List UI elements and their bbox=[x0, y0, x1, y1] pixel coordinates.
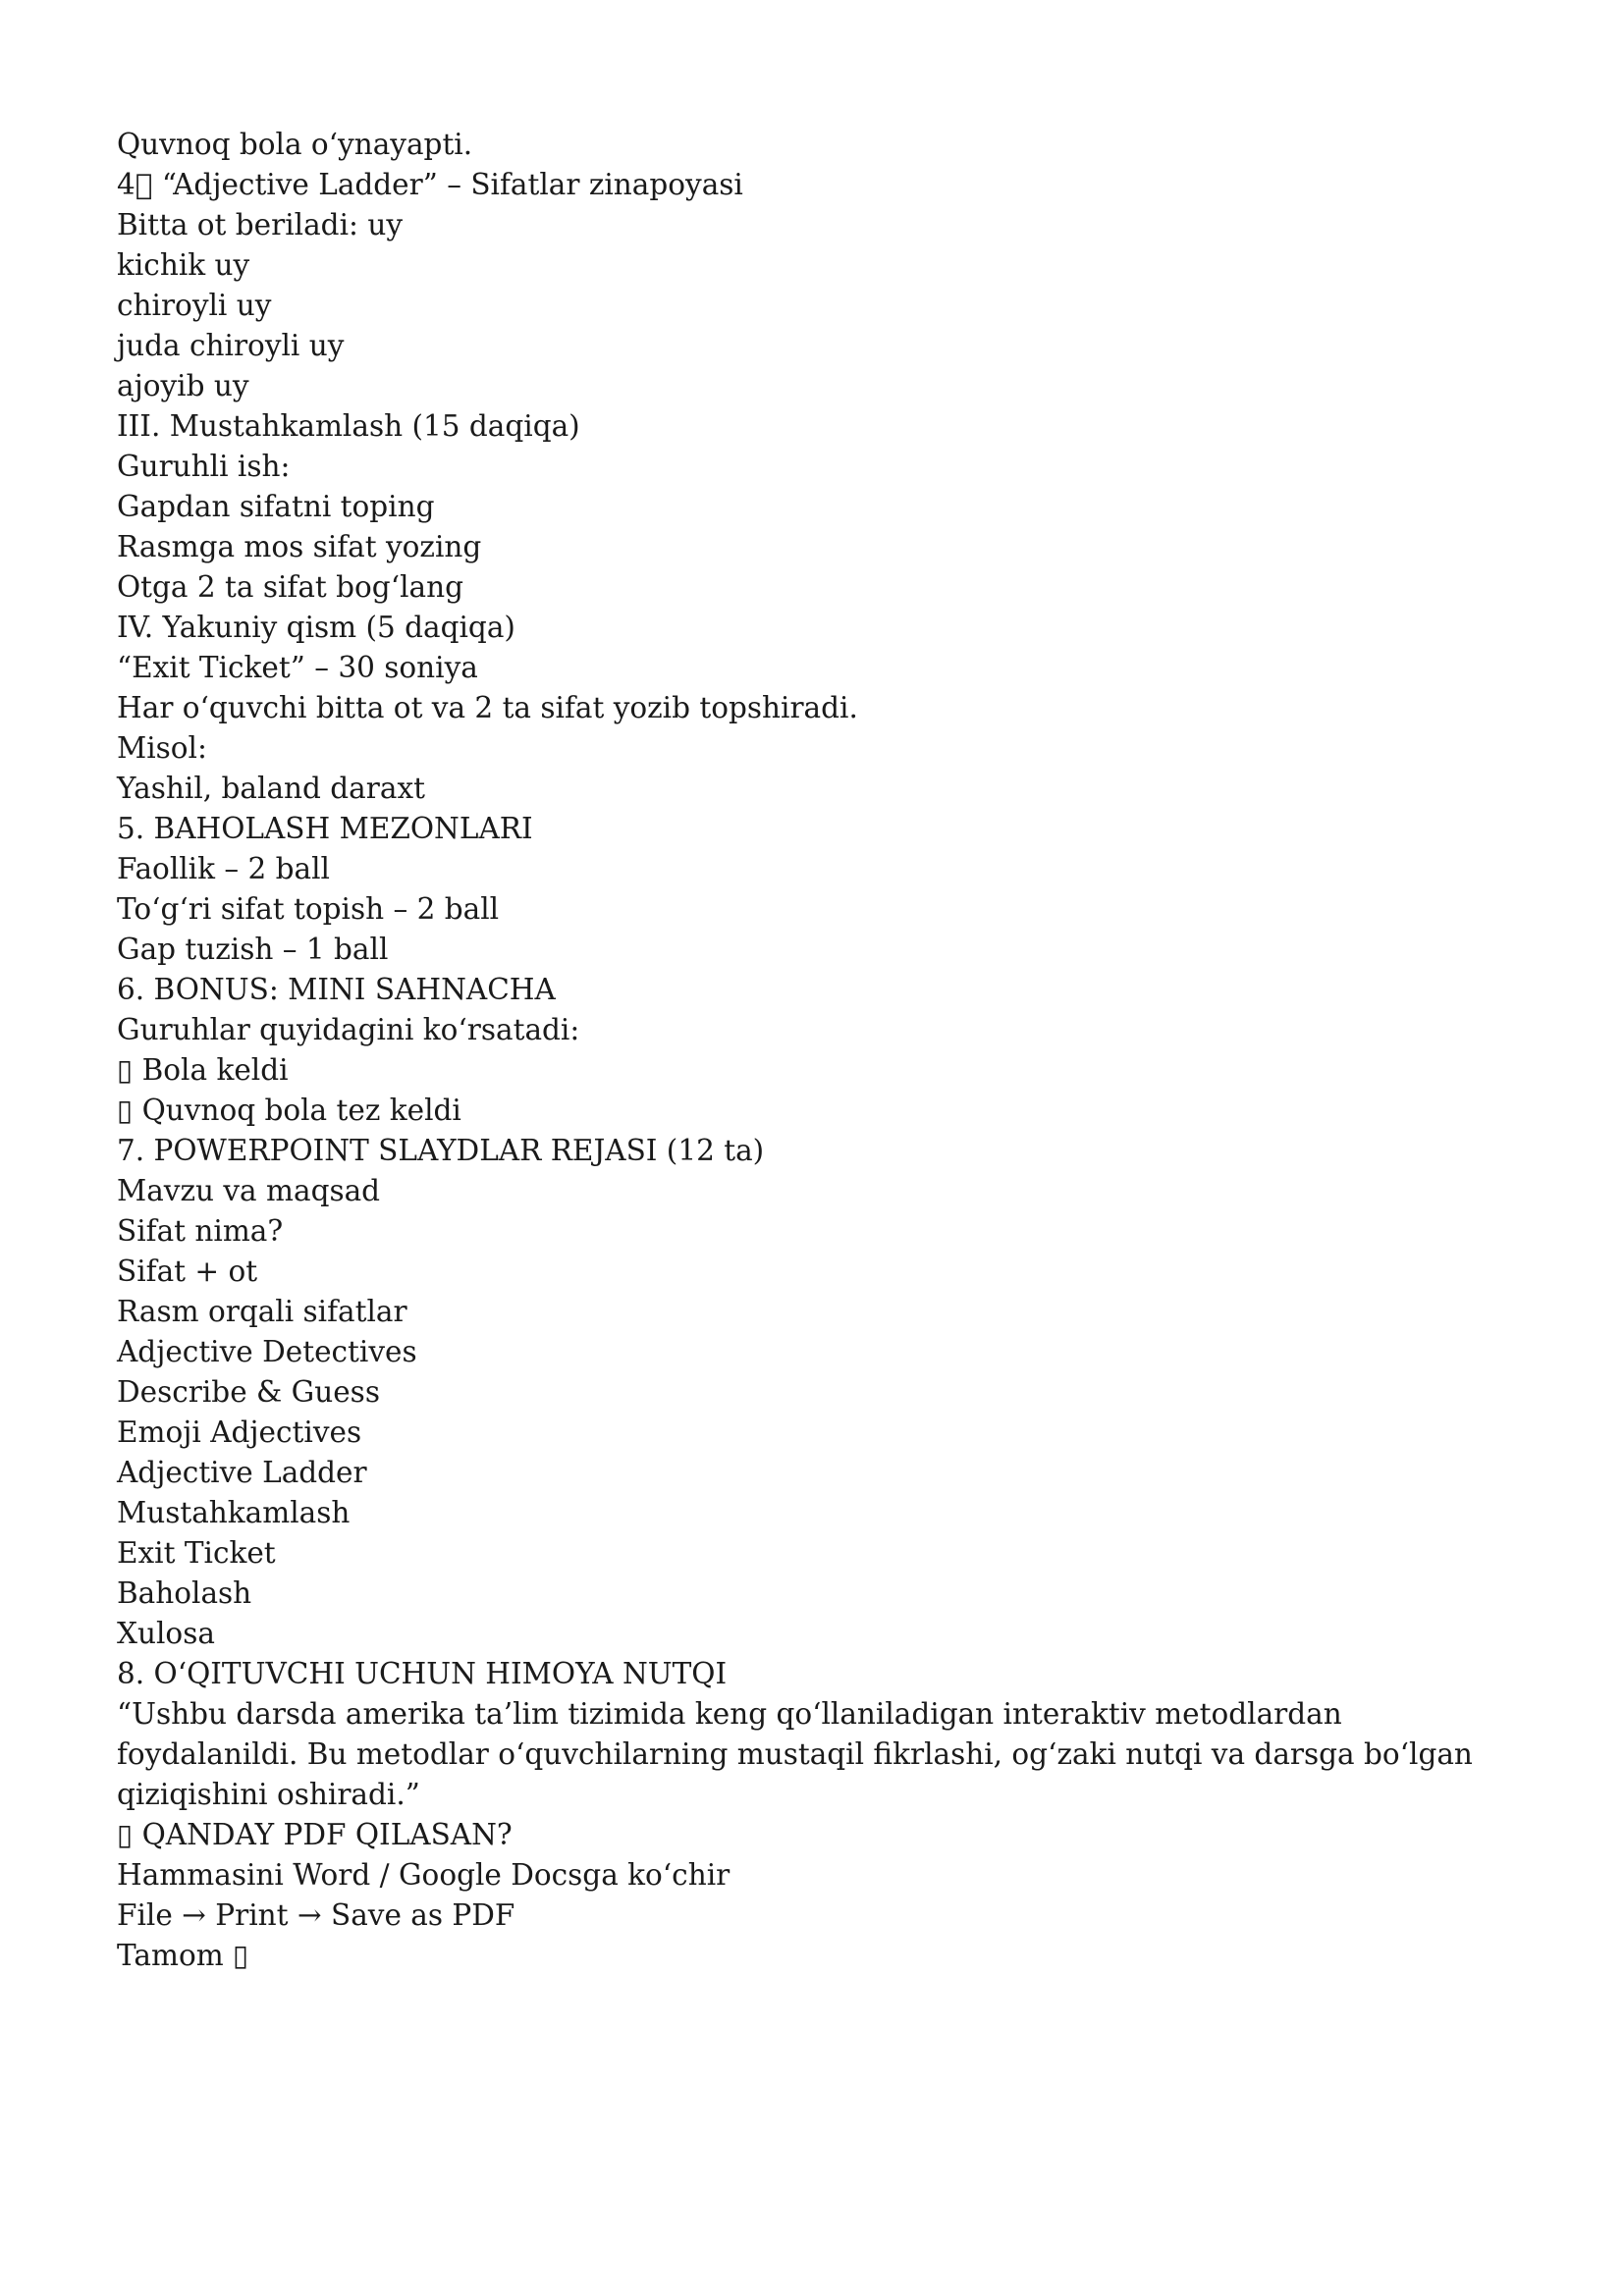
slide-list-item: Mavzu va maqsad bbox=[117, 1174, 381, 1207]
section-heading: 8. OʻQITUVCHI UCHUN HIMOYA NUTQI bbox=[117, 1657, 728, 1690]
text-line: Gap tuzish – 1 ball bbox=[117, 933, 389, 966]
slide-list-item: Adjective Ladder bbox=[117, 1456, 367, 1489]
text-line: chiroyli uy bbox=[117, 289, 272, 322]
text-line: Har oʻquvchi bitta ot va 2 ta sifat yozib topshiradi. bbox=[117, 691, 858, 724]
text-line: Bitta ot beriladi: uy bbox=[117, 208, 403, 241]
slide-list-item: Describe & Guess bbox=[117, 1375, 380, 1409]
activity-heading: 4⃣ “Adjective Ladder” – Sifatlar zinapoyasi bbox=[117, 168, 743, 201]
slide-list-item: Sifat nima? bbox=[117, 1214, 284, 1248]
slide-list-item: Sifat + ot bbox=[117, 1255, 258, 1288]
text-line: ajoyib uy bbox=[117, 369, 249, 402]
slide-list-item: Mustahkamlash bbox=[117, 1496, 351, 1529]
slide-list-item: Rasm orqali sifatlar bbox=[117, 1295, 407, 1328]
document-page bbox=[117, 125, 1511, 1976]
text-line: Rasmga mos sifat yozing bbox=[117, 530, 482, 563]
text-line: Otga 2 ta sifat bogʻlang bbox=[117, 570, 463, 604]
text-line: File → Print → Save as PDF bbox=[117, 1898, 515, 1932]
text-line: Guruhlar quyidagini koʻrsatadi: bbox=[117, 1013, 580, 1046]
section-heading: IV. Yakuniy qism (5 daqiqa) bbox=[117, 611, 515, 644]
slide-list-item: Emoji Adjectives bbox=[117, 1415, 362, 1449]
text-line: Tamom ▯ bbox=[117, 1939, 249, 1972]
text-line: ▯ Quvnoq bola tez keldi bbox=[117, 1094, 461, 1127]
section-heading: III. Mustahkamlash (15 daqiqa) bbox=[117, 409, 580, 443]
pdf-heading: ▯ QANDAY PDF QILASAN? bbox=[117, 1818, 513, 1851]
slide-list-item: Baholash bbox=[117, 1576, 252, 1610]
slide-list-item: Adjective Detectives bbox=[117, 1335, 417, 1368]
text-line: Gapdan sifatni toping bbox=[117, 490, 435, 523]
text-line: Hammasini Word / Google Docsga koʻchir bbox=[117, 1858, 731, 1892]
text-line: Yashil, baland daraxt bbox=[117, 772, 425, 805]
section-heading: 6. BONUS: MINI SAHNACHA bbox=[117, 973, 556, 1006]
section-heading: 7. POWERPOINT SLAYDLAR REJASI (12 ta) bbox=[117, 1134, 765, 1167]
text-line: “Exit Ticket” – 30 soniya bbox=[117, 651, 478, 684]
text-line: kichik uy bbox=[117, 248, 250, 282]
text-line: Guruhli ish: bbox=[117, 450, 291, 483]
slide-list-item: Xulosa bbox=[117, 1617, 215, 1650]
text-line: ▯ Bola keldi bbox=[117, 1053, 289, 1087]
text-line: Quvnoq bola oʻynayapti. bbox=[117, 128, 473, 161]
defense-speech-quote: “Ushbu darsda amerika ta’lim tizimida keng qoʻllaniladigan interaktiv metodlardan foydalanildi. Bu metodlar oʻquvchilarning mustaqil fikrlashi, ogʻzaki nutqi va darsga boʻlgan qiziqishini oshiradi.” bbox=[117, 1697, 1473, 1811]
text-line: Misol: bbox=[117, 731, 207, 765]
slide-list-item: Exit Ticket bbox=[117, 1536, 276, 1570]
text-line: juda chiroyli uy bbox=[117, 329, 345, 362]
text-line: Toʻgʻri sifat topish – 2 ball bbox=[117, 892, 500, 926]
section-heading: 5. BAHOLASH MEZONLARI bbox=[117, 812, 533, 845]
text-line: Faollik – 2 ball bbox=[117, 852, 330, 885]
